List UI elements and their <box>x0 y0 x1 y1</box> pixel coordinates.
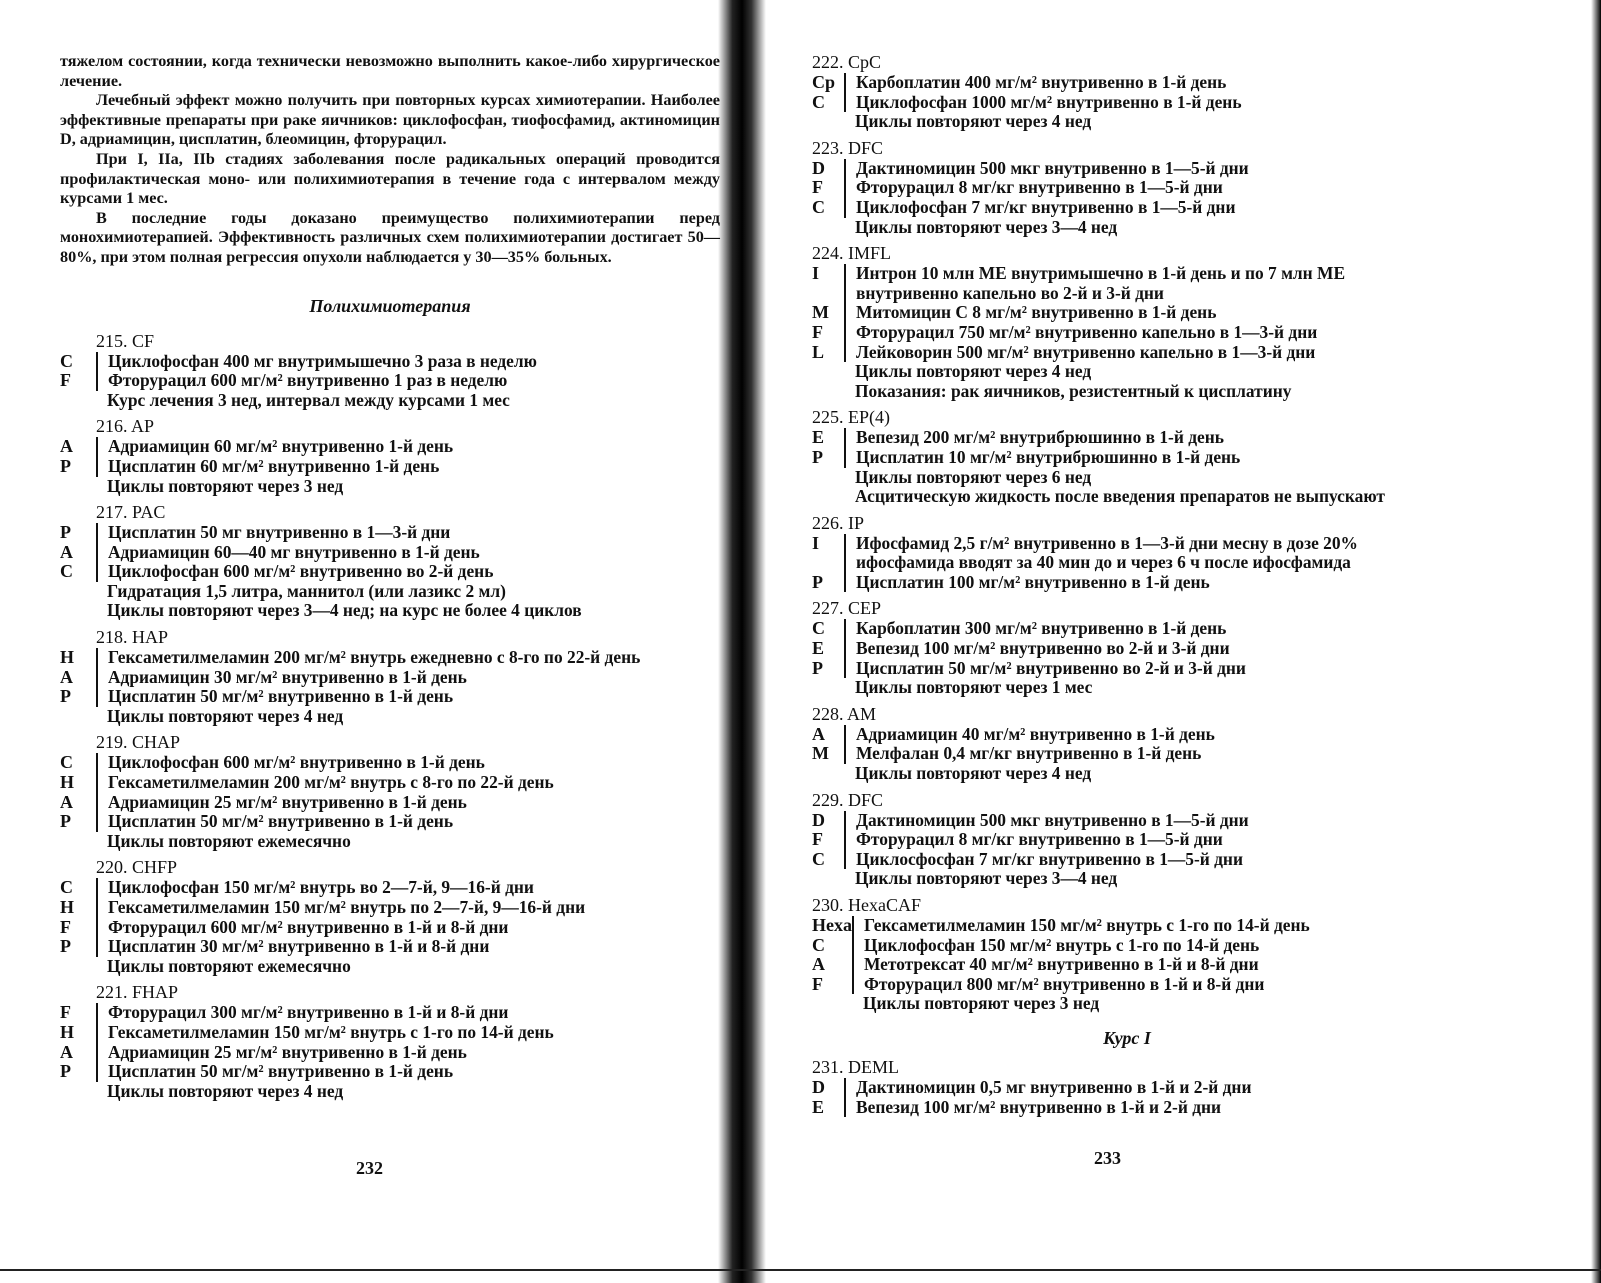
drug-code: C <box>812 848 825 869</box>
regimen-title: 220. CHFP <box>96 857 178 878</box>
regimen-note-row <box>812 362 1442 382</box>
regimen-drugs <box>60 648 640 726</box>
regimen-title: 219. CHAP <box>96 732 181 753</box>
drug-text: Циклофосфан 7 мг/кг внутривенно в 1—5-й дни <box>845 198 1249 218</box>
regimen <box>60 416 720 496</box>
regimen-note-row <box>60 957 585 977</box>
drug-code: P <box>60 811 71 832</box>
drug-row <box>60 371 537 391</box>
drug-row <box>812 639 1246 659</box>
regimen <box>60 857 720 976</box>
drug-row <box>60 793 554 813</box>
regimen-note-row <box>60 832 554 852</box>
regimen-title: 215. CF <box>96 330 155 351</box>
drug-row <box>812 744 1215 764</box>
regimen-drugs <box>812 619 1246 697</box>
drug-row <box>812 850 1249 870</box>
regimen-note: Гидратация 1,5 литра, маннитол (или лазикс 2 мл) <box>107 580 506 601</box>
regimen-note-row <box>812 487 1385 507</box>
regimen <box>812 1057 1442 1117</box>
drug-text: Цисплатин 60 мг/м² внутривенно 1-й день <box>97 457 453 477</box>
regimen-drugs <box>812 534 1442 593</box>
regimen-note-row <box>60 707 640 727</box>
regimen-drugs <box>812 1078 1251 1117</box>
drug-text: Фторурацил 600 мг/м² внутривенно 1 раз в неделю <box>97 371 537 391</box>
drug-code: L <box>812 341 825 362</box>
drug-row <box>812 811 1249 831</box>
drug-code: A <box>60 541 73 562</box>
drug-text: Цисплатин 50 мг/м² внутривенно во 2-й и 3-й дни <box>845 659 1246 679</box>
drug-code: M <box>812 302 829 323</box>
drug-text: Дактиномицин 500 мкг внутривенно в 1—5-й дни <box>845 159 1249 179</box>
regimen-list <box>60 331 720 1102</box>
drug-text: Адриамицин 30 мг/м² внутривенно в 1-й день <box>97 668 640 688</box>
drug-text: Фторурацил 8 мг/кг внутривенно в 1—5-й дни <box>845 830 1249 850</box>
drug-code: P <box>812 657 823 678</box>
regimen-note-row <box>60 477 453 497</box>
regimen-list <box>812 1057 1442 1117</box>
page-number: 233 <box>1094 1148 1121 1168</box>
drug-code: H <box>60 1021 75 1042</box>
regimen-drugs <box>60 523 582 621</box>
drug-code: A <box>812 723 825 744</box>
drug-code: F <box>812 973 823 994</box>
right-page <box>812 52 1442 1123</box>
drug-code: A <box>812 954 825 975</box>
regimen-note: Циклы повторяют через 3—4 нед <box>855 216 1118 237</box>
drug-code: C <box>812 934 825 955</box>
drug-text: Мелфалан 0,4 мг/кг внутривенно в 1-й день <box>845 744 1215 764</box>
drug-text: Дактиномицин 500 мкг внутривенно в 1—5-й дни <box>845 811 1249 831</box>
drug-row <box>60 898 585 918</box>
drug-text: Карбоплатин 300 мг/м² внутривенно в 1-й день <box>845 619 1246 639</box>
regimen-note: Циклы повторяют через 4 нед <box>855 361 1092 382</box>
drug-text: Циклофосфан 400 мг внутримышечно 3 раза в неделю <box>97 352 537 372</box>
paragraph: тяжелом состоянии, когда технически невозможно выполнить какое-либо хирургическое лечение. <box>60 52 720 90</box>
drug-row <box>60 648 640 668</box>
drug-code: F <box>60 916 71 937</box>
drug-text: Циклофосфан 1000 мг/м² внутривенно в 1-й день <box>845 93 1242 113</box>
drug-code: M <box>812 743 829 764</box>
drug-code: E <box>812 1096 825 1117</box>
drug-row <box>812 955 1310 975</box>
drug-row <box>60 687 640 707</box>
regimen-note: Циклы повторяют через 4 нед <box>107 1080 344 1101</box>
drug-code: P <box>60 1061 71 1082</box>
drug-text: Адриамицин 25 мг/м² внутривенно в 1-й день <box>97 1043 554 1063</box>
regimen-note: Циклы повторяют через 3—4 нед; на курс не более 4 циклов <box>107 600 582 621</box>
regimen-note-row <box>60 582 582 602</box>
drug-text: Циклофосфан 150 мг/м² внутрь с 1-го по 14-й день <box>853 936 1310 956</box>
drug-row <box>812 323 1442 343</box>
drug-row <box>60 457 453 477</box>
drug-code: C <box>60 752 73 773</box>
drug-row <box>812 659 1246 679</box>
page-number: 232 <box>356 1158 383 1178</box>
regimen-note: Показания: рак яичников, резистентный к цисплатину <box>855 380 1292 401</box>
drug-row <box>60 918 585 938</box>
regimen-title: 227. CEP <box>812 598 882 619</box>
drug-row <box>812 93 1242 113</box>
drug-text: Дактиномицин 0,5 мг внутривенно в 1-й и 2-й дни <box>845 1078 1251 1098</box>
regimen <box>60 627 720 726</box>
regimen-drugs <box>812 264 1442 401</box>
regimen-drugs <box>812 811 1249 889</box>
regimen-note-row <box>60 391 537 411</box>
drug-row <box>60 437 453 457</box>
regimen-title: 222. CpC <box>812 52 882 72</box>
section-title: Полихимиотерапия <box>309 295 471 316</box>
regimen-note: Циклы повторяют через 3 нед <box>863 993 1100 1014</box>
drug-code: C <box>812 196 825 217</box>
drug-row <box>812 343 1442 363</box>
drug-text: Цисплатин 10 мг/м² внутрибрюшинно в 1-й день <box>845 448 1385 468</box>
scan-edge-line <box>0 1269 1601 1271</box>
regimen <box>812 513 1442 593</box>
drug-row <box>60 937 585 957</box>
drug-row <box>812 573 1442 593</box>
left-page <box>60 52 720 1107</box>
drug-text: Гексаметилмеламин 150 мг/м² внутрь с 1-го по 14-й день <box>853 916 1310 936</box>
regimen-note-row <box>60 1082 554 1102</box>
drug-text: Интрон 10 млн МЕ внутримышечно в 1-й день и по 7 млн МЕ внутривенно капельно во 2-й и 3-й дни <box>845 264 1442 303</box>
drug-text: Фторурацил 300 мг/м² внутривенно в 1-й и 8-й дни <box>97 1003 554 1023</box>
drug-text: Циклофосфан 600 мг/м² внутривенно в 1-й день <box>97 753 554 773</box>
drug-code: H <box>60 897 75 917</box>
drug-row <box>812 198 1249 218</box>
page-edge <box>1591 0 1601 1283</box>
regimen-note: Циклы повторяют через 3—4 нед <box>855 868 1118 889</box>
drug-row <box>812 178 1249 198</box>
regimen-drugs <box>812 73 1242 132</box>
drug-text: Вепезид 100 мг/м² внутривенно во 2-й и 3-й дни <box>845 639 1246 659</box>
drug-text: Циклофосфан 600 мг/м² внутривенно во 2-й день <box>97 562 582 582</box>
regimen-note: Циклы повторяют через 1 мес <box>855 677 1093 698</box>
drug-code: P <box>60 686 71 707</box>
drug-text: Цисплатин 100 мг/м² внутривенно в 1-й день <box>845 573 1442 593</box>
drug-text: Вепезид 200 мг/м² внутрибрюшинно в 1-й день <box>845 428 1385 448</box>
drug-code: H <box>60 647 75 668</box>
regimen-title: 223. DFC <box>812 137 884 158</box>
drug-row <box>60 1003 554 1023</box>
regimen-note-row <box>812 112 1242 132</box>
drug-row <box>812 428 1385 448</box>
section-title: Курс I <box>1103 1027 1151 1048</box>
drug-code: D <box>812 809 825 830</box>
drug-row <box>60 523 582 543</box>
regimen-note-row <box>60 601 582 621</box>
regimen-note: Циклы повторяют через 4 нед <box>855 763 1092 784</box>
drug-text: Ифосфамид 2,5 г/м² внутривенно в 1—3-й дни месну в дозе 20% ифосфамида вводят за 40 мин до и через 6 ч после ифосфамида <box>845 534 1442 573</box>
regimen-list <box>812 52 1442 1014</box>
regimen-drugs <box>60 878 585 976</box>
drug-code: P <box>60 455 71 476</box>
drug-row <box>60 543 582 563</box>
drug-row <box>60 562 582 582</box>
drug-text: Цисплатин 30 мг/м² внутривенно в 1-й и 8-й дни <box>97 937 585 957</box>
drug-code: P <box>60 936 71 957</box>
drug-row <box>812 619 1246 639</box>
drug-row <box>812 936 1310 956</box>
drug-row <box>812 830 1249 850</box>
regimen <box>60 502 720 621</box>
regimen-note-row <box>812 218 1249 238</box>
paragraph: При I, IIa, IIb стадиях заболевания после радикальных операций проводится профилактическая моно- или полихимиотерапия в течение года с интервалом между курсами 1 мес. <box>60 149 720 208</box>
regimen <box>812 243 1442 401</box>
drug-code: F <box>60 370 71 391</box>
drug-row <box>812 1098 1251 1118</box>
drug-text: Гексаметилмеламин 200 мг/м² внутрь ежедневно с 8-го по 22-й день <box>97 648 640 668</box>
drug-code: A <box>60 666 73 687</box>
regimen-title: 217. PAC <box>96 502 166 523</box>
drug-code: P <box>812 571 823 592</box>
regimen-title: 218. HAP <box>96 627 169 648</box>
drug-code: A <box>60 1041 73 1062</box>
regimen <box>812 138 1442 237</box>
regimen-title: 231. DEML <box>812 1056 899 1077</box>
drug-code: I <box>812 532 820 553</box>
regimen-note: Циклы повторяют через 3 нед <box>107 475 344 496</box>
regimen-note: Циклы повторяют через 6 нед <box>855 466 1092 487</box>
drug-text: Фторурацил 8 мг/кг внутривенно в 1—5-й дни <box>845 178 1249 198</box>
drug-text: Цисплатин 50 мг внутривенно в 1—3-й дни <box>97 523 582 543</box>
drug-row <box>812 1078 1251 1098</box>
drug-code: Cp <box>812 72 836 92</box>
drug-text: Циклосфосфан 7 мг/кг внутривенно в 1—5-й дни <box>845 850 1249 870</box>
regimen-drugs <box>812 159 1249 237</box>
drug-row <box>60 1023 554 1043</box>
regimen-title: 230. HexaCAF <box>812 895 921 915</box>
drug-row <box>812 159 1249 179</box>
drug-code: C <box>60 350 73 371</box>
drug-row <box>60 1043 554 1063</box>
regimen <box>812 790 1442 889</box>
drug-text: Гексаметилмеламин 150 мг/м² внутрь с 1-го по 14-й день <box>97 1023 554 1043</box>
regimen <box>60 331 720 411</box>
drug-code: P <box>60 522 71 543</box>
regimen-title: 229. DFC <box>812 789 884 810</box>
drug-text: Цисплатин 50 мг/м² внутривенно в 1-й день <box>97 1062 554 1082</box>
drug-text: Адриамицин 60—40 мг внутривенно в 1-й день <box>97 543 582 563</box>
drug-row <box>812 73 1242 93</box>
drug-code: H <box>60 772 75 793</box>
drug-code: F <box>812 321 823 342</box>
drug-code: F <box>60 1002 71 1023</box>
drug-text: Лейковорин 500 мг/м² внутривенно капельно в 1—3-й дни <box>845 343 1442 363</box>
regimen-note: Циклы повторяют ежемесячно <box>107 955 351 976</box>
regimen <box>60 732 720 851</box>
regimen-title: 224. IMFL <box>812 243 892 264</box>
regimen-note-row <box>812 678 1246 698</box>
regimen-title: 228. AM <box>812 703 877 724</box>
regimen-title: 225. EP(4) <box>812 407 890 428</box>
drug-code: E <box>812 427 825 448</box>
drug-text: Цисплатин 50 мг/м² внутривенно в 1-й день <box>97 687 640 707</box>
drug-text: Гексаметилмеламин 150 мг/м² внутрь по 2—7-й, 9—16-й дни <box>97 898 585 918</box>
drug-code: C <box>60 877 73 898</box>
drug-code: P <box>812 446 823 467</box>
drug-text: Гексаметилмеламин 200 мг/м² внутрь с 8-го по 22-й день <box>97 773 554 793</box>
drug-text: Адриамицин 25 мг/м² внутривенно в 1-й день <box>97 793 554 813</box>
drug-text: Фторурацил 800 мг/м² внутривенно в 1-й и 8-й дни <box>853 975 1310 995</box>
drug-row <box>60 878 585 898</box>
regimen-title: 216. AP <box>96 416 155 437</box>
drug-row <box>60 1062 554 1082</box>
drug-row <box>812 303 1442 323</box>
regimen-drugs <box>812 428 1385 506</box>
regimen-note-row <box>812 869 1249 889</box>
drug-code: C <box>60 561 73 582</box>
drug-row <box>812 975 1310 995</box>
drug-code: Hexa <box>812 915 852 935</box>
regimen <box>812 704 1442 784</box>
drug-code: E <box>812 638 825 659</box>
drug-code: I <box>812 263 820 284</box>
regimen-title: 221. FHAP <box>96 982 179 1003</box>
drug-row <box>60 668 640 688</box>
regimen-drugs <box>812 725 1215 784</box>
regimen <box>812 407 1442 506</box>
drug-text: Циклофосфан 150 мг/м² внутрь во 2—7-й, 9—16-й дни <box>97 878 585 898</box>
drug-row <box>60 352 537 372</box>
drug-text: Метотрексат 40 мг/м² внутривенно в 1-й и 8-й дни <box>853 955 1310 975</box>
drug-code: A <box>60 436 73 457</box>
regimen-drugs <box>60 352 537 411</box>
drug-row <box>812 725 1215 745</box>
drug-text: Адриамицин 40 мг/м² внутривенно в 1-й день <box>845 725 1215 745</box>
drug-text: Вепезид 100 мг/м² внутривенно в 1-й и 2-й дни <box>845 1098 1251 1118</box>
regimen-note: Циклы повторяют ежемесячно <box>107 830 351 851</box>
regimen-drugs <box>60 437 453 496</box>
regimen-note-row <box>812 764 1215 784</box>
regimen-note: Курс лечения 3 нед, интервал между курсами 1 мес <box>107 389 510 410</box>
regimen-note-row <box>812 994 1310 1014</box>
regimen-note: Циклы повторяют через 4 нед <box>107 705 344 726</box>
regimen-note: Циклы повторяют через 4 нед <box>855 111 1092 132</box>
regimen-note-row <box>812 382 1442 402</box>
drug-row <box>60 812 554 832</box>
regimen-drugs <box>812 916 1310 1014</box>
regimen-note-row <box>812 468 1385 488</box>
drug-code: F <box>812 177 823 198</box>
regimen <box>812 598 1442 697</box>
regimen-note: Асцитическую жидкость после введения препаратов не выпускают <box>855 486 1385 507</box>
drug-text: Карбоплатин 400 мг/м² внутривенно в 1-й день <box>845 73 1242 93</box>
drug-row <box>812 916 1310 936</box>
regimen-title: 226. IP <box>812 512 865 533</box>
drug-code: F <box>812 829 823 850</box>
drug-text: Митомицин С 8 мг/м² внутривенно в 1-й день <box>845 303 1442 323</box>
regimen-drugs <box>60 1003 554 1101</box>
regimen <box>812 895 1442 1014</box>
paragraph: Лечебный эффект можно получить при повторных курсах химиотерапии. Наиболее эффективные препараты при раке яичников: циклофосфан, тиофосфамид, актиномицин D, адриамицин, цисплатин, блеомицин, фторурацил. <box>60 91 720 149</box>
book-gutter <box>718 0 766 1283</box>
regimen <box>60 982 720 1101</box>
drug-row <box>60 753 554 773</box>
drug-text: Адриамицин 60 мг/м² внутривенно 1-й день <box>97 437 453 457</box>
paragraph: В последние годы доказано преимущество полихимиотерапии перед монохимиотерапией. Эффективность различных схем полихимиотерапии достигает 50—80%, при этом полная регрессия опухоли наблюдается у 30—35% больных. <box>60 208 720 266</box>
drug-text: Фторурацил 750 мг/м² внутривенно капельно в 1—3-й дни <box>845 323 1442 343</box>
drug-code: D <box>812 1076 825 1097</box>
drug-code: D <box>812 157 825 178</box>
drug-text: Фторурацил 600 мг/м² внутривенно в 1-й и 8-й дни <box>97 918 585 938</box>
drug-row <box>812 534 1442 573</box>
drug-code: A <box>60 791 73 812</box>
drug-row <box>812 448 1385 468</box>
drug-code: C <box>812 618 825 639</box>
drug-row <box>60 773 554 793</box>
regimen <box>812 52 1442 132</box>
regimen-drugs <box>60 753 554 851</box>
drug-text: Цисплатин 50 мг/м² внутривенно в 1-й день <box>97 812 554 832</box>
drug-code: C <box>812 91 825 112</box>
drug-row <box>812 264 1442 303</box>
